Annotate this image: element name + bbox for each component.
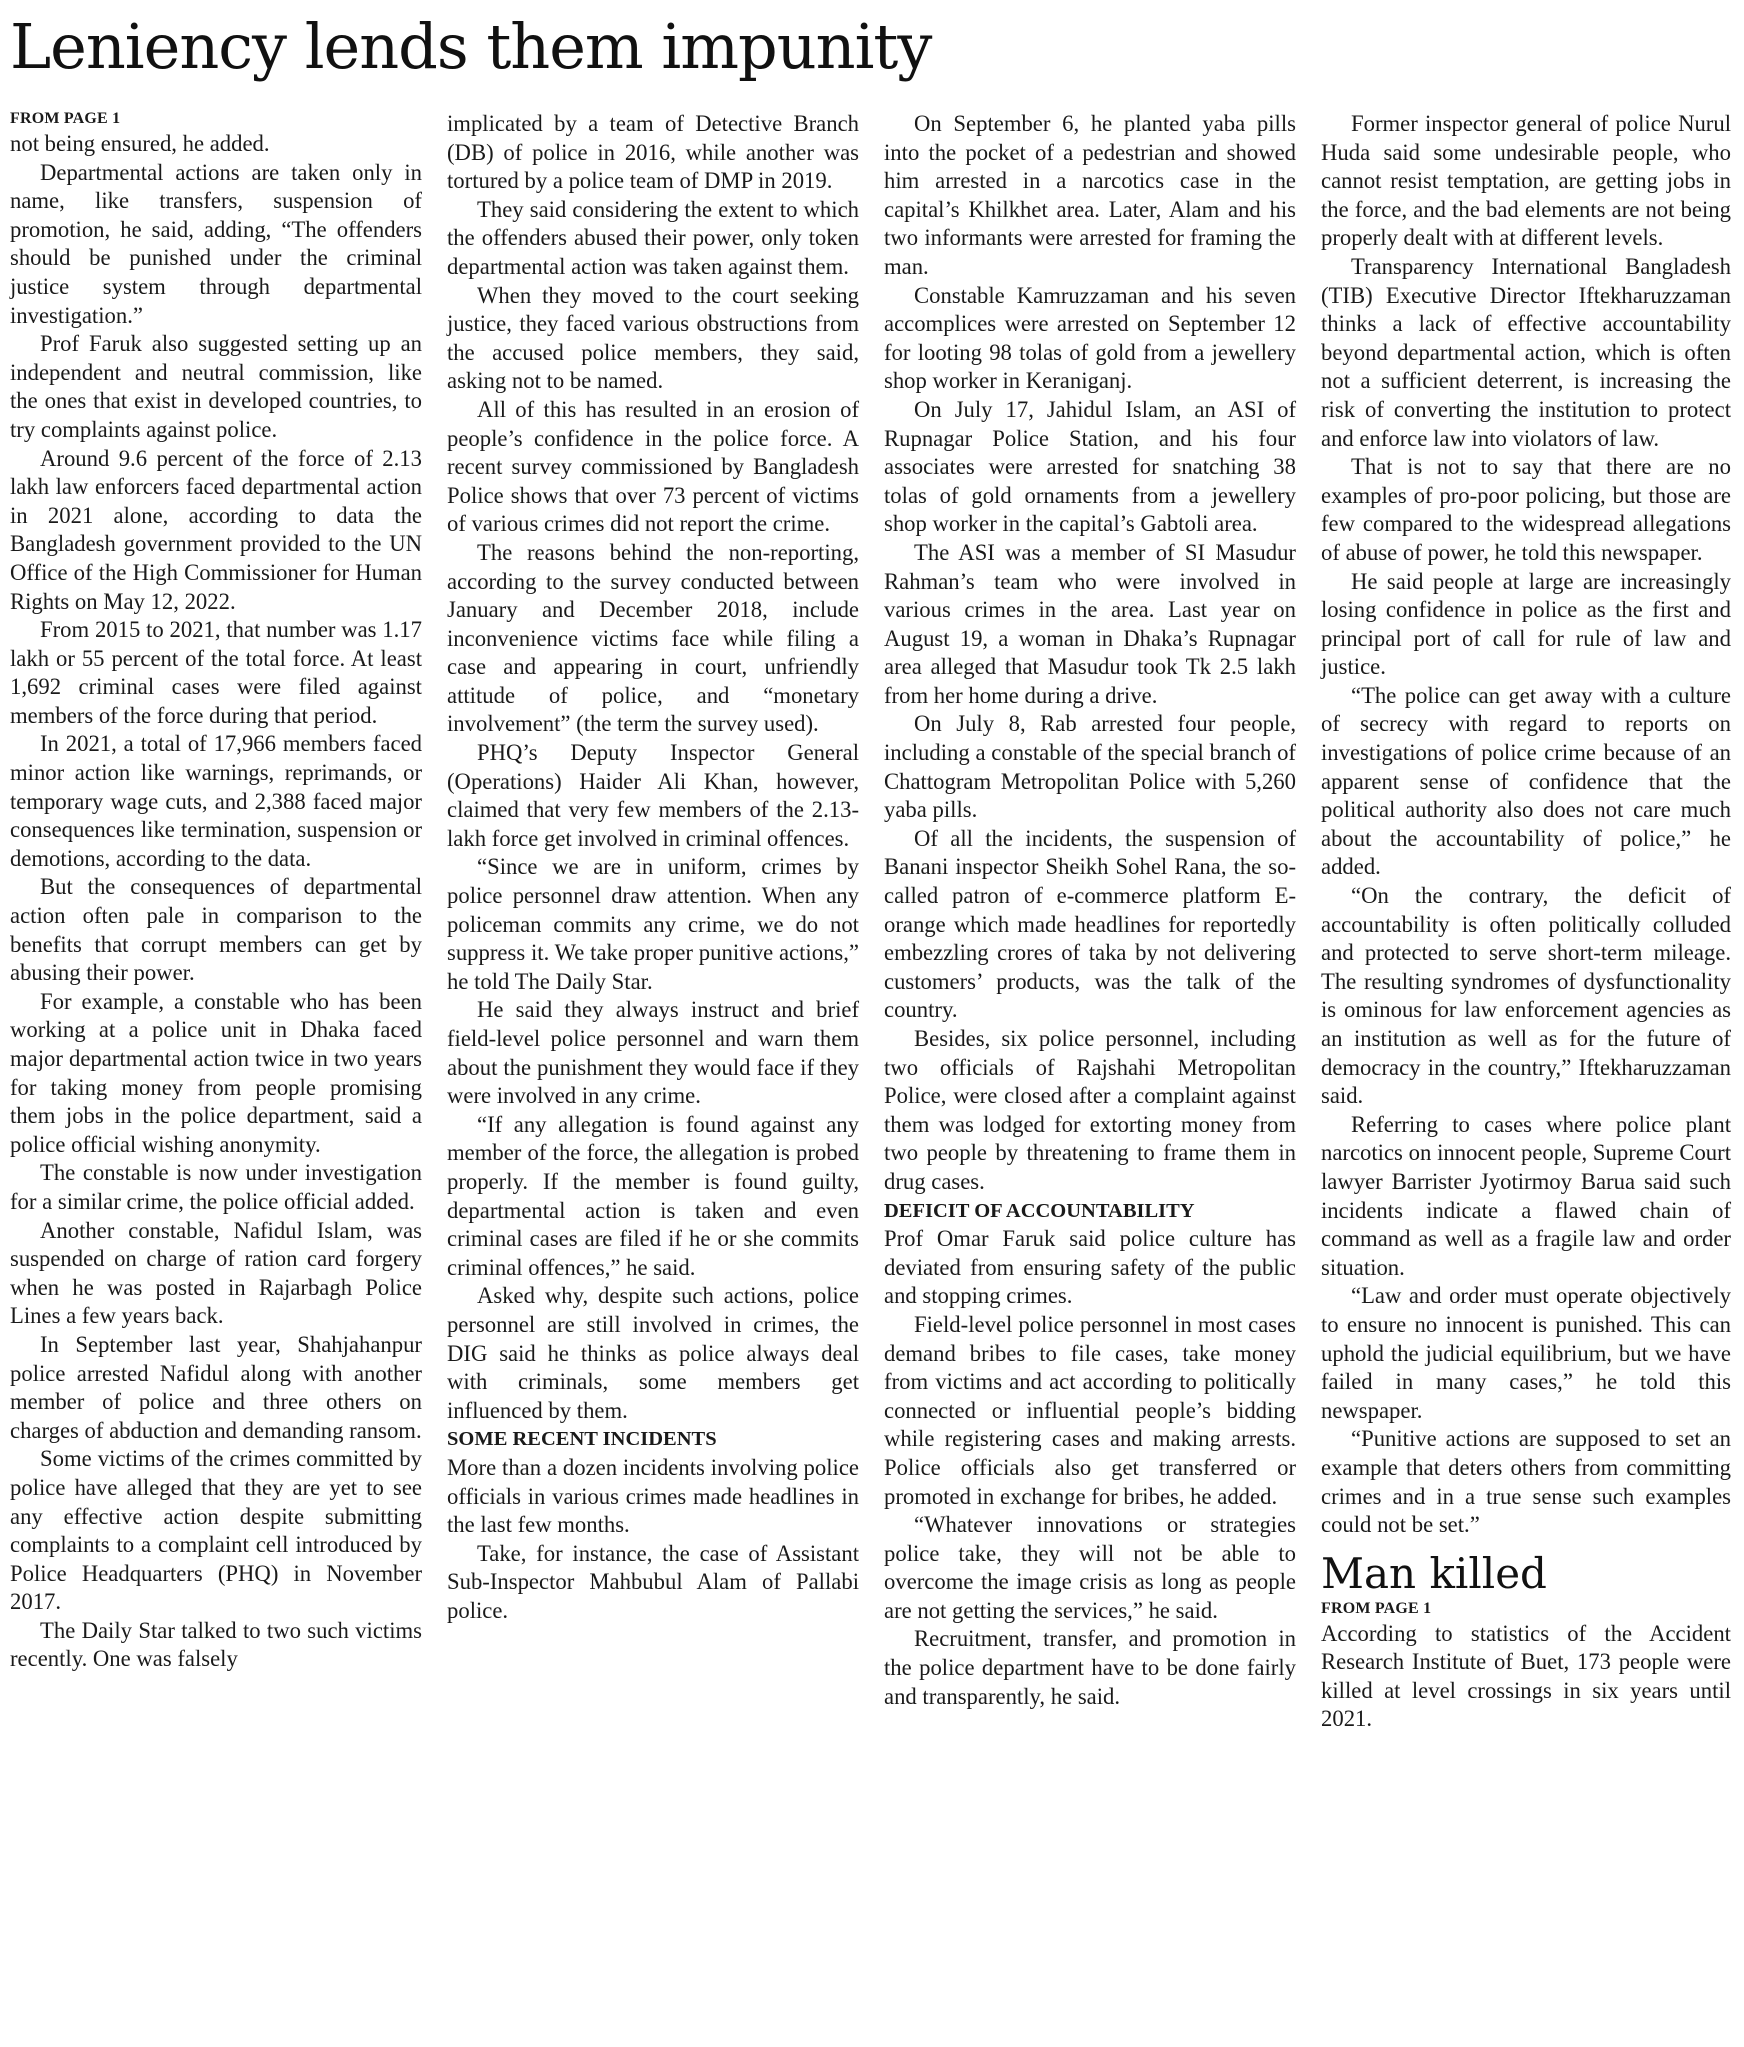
column-1 [10, 110, 422, 1674]
paragraph: Transparency International Bangladesh (TIB) Executive Director Iftekharuzzaman thinks a lack of effective accountability beyond departmental action, which is often not a sufficient deterrent, is increasing the risk of converting the institution to protect and enforce law into violators of law. [1321, 253, 1731, 451]
kicker: FROM PAGE 1 [10, 110, 121, 127]
paragraph: not being ensured, he added. [10, 131, 270, 156]
paragraph: Take, for instance, the case of Assistant Sub-Inspector Mahbubul Alam of Pallabi police. [447, 1540, 859, 1623]
paragraph: In 2021, a total of 17,966 members faced minor action like warnings, reprimands, or temporary wage cuts, and 2,388 faced major consequences like termination, suspension or demotions, according to the data. [10, 731, 422, 871]
paragraph: Field-level police personnel in most cases demand bribes to file cases, take money from victims and act according to politically connected or influential people’s bidding while registering cases and making arrests. Police officials also get transferred or promoted in exchange for bribes, he added. [884, 1311, 1296, 1509]
paragraph: On July 8, Rab arrested four people, including a constable of the special branch of Chattogram Metropolitan Police with 5,260 yaba pills. [884, 711, 1296, 823]
paragraph: On September 6, he planted yaba pills into the pocket of a pedestrian and showed him arrested in a narcotics case in the capital’s Khilkhet area. Later, Alam and his two informants were arrested for framing the man. [884, 111, 1296, 279]
paragraph: Constable Kamruzzaman and his seven accomplices were arrested on September 12 for looting 98 tolas of gold from a jewellery shop worker in Keraniganj. [884, 282, 1296, 394]
paragraph: Some victims of the crimes committed by police have alleged that they are yet to see any effective action despite submitting complaints to a complaint cell introduced by Police Headquarters (PHQ) in November 2017. [10, 1446, 422, 1615]
paragraph: “Law and order must operate objectively to ensure no innocent is punished. This can uphold the judicial equilibrium, but we have failed in many cases,” he told this newspaper. [1321, 1283, 1731, 1423]
paragraph: “The police can get away with a culture of secrecy with regard to reports on investigations of police crime because of an apparent sense of confidence that the political authority also does not care much about the accountability of police,” he added. [1321, 682, 1731, 880]
paragraph: The Daily Star talked to two such victims recently. One was falsely [10, 1617, 422, 1672]
column-2 [447, 110, 859, 1625]
paragraph: implicated by a team of Detective Branch (DB) of police in 2016, while another was tortured by a police team of DMP in 2019. [447, 111, 859, 194]
paragraph: “Whatever innovations or strategies police take, they will not be able to overcome the image crisis as long as people are not getting the services,” he said. [884, 1512, 1296, 1623]
paragraph: All of this has resulted in an erosion of people’s confidence in the police force. A recent survey commissioned by Bangladesh Police shows that over 73 percent of victims of various crimes did not report the crime. [447, 396, 859, 537]
paragraph: Of all the incidents, the suspension of Banani inspector Sheikh Sohel Rana, the so-called patron of e-commerce platform E-orange which made headlines for reportedly embezzling crores of taka by not delivering customers’ products, was the talk of the country. [884, 825, 1296, 1023]
paragraph: Referring to cases where police plant narcotics on innocent people, Supreme Court lawyer Barrister Jyotirmoy Barua said such incidents indicate a flawed chain of command as well as a fragile law and order situation. [1321, 1111, 1731, 1280]
second-story-paragraph: According to statistics of the Accident Research Institute of Buet, 173 people were killed at level crossings in six years until 2021. [1321, 1620, 1731, 1732]
paragraph: When they moved to the court seeking justice, they faced various obstructions from the accused police members, they said, asking not to be named. [447, 282, 859, 394]
second-story-headline: Man killed [1321, 1548, 1547, 1598]
paragraph: PHQ’s Deputy Inspector General (Operations) Haider Ali Khan, however, claimed that very few members of the 2.13-lakh force get involved in criminal offences. [447, 740, 859, 851]
paragraph: On July 17, Jahidul Islam, an ASI of Rupnagar Police Station, and his four associates were arrested for snatching 38 tolas of gold ornaments from a jewellery shop worker in the capital’s Gabtoli area. [884, 396, 1296, 537]
paragraph: Besides, six police personnel, including two officials of Rajshahi Metropolitan Police, were closed after a complaint against them was lodged for extorting money from two people by threatening to frame them in drug cases. [884, 1026, 1296, 1194]
paragraph: From 2015 to 2021, that number was 1.17 lakh or 55 percent of the total force. At least 1,692 criminal cases were filed against members of the force during that period. [10, 617, 422, 728]
paragraph: The reasons behind the non-reporting, according to the survey conducted between January and December 2018, include inconvenience victims face while filing a case and appearing in court, unfriendly attitude of police, and “monetary involvement” (the term the survey used). [447, 539, 859, 737]
paragraph: He said they always instruct and brief field-level police personnel and warn them about the punishment they would face if they were involved in any crime. [447, 997, 859, 1109]
column-4 [1321, 110, 1731, 1734]
paragraph: “Punitive actions are supposed to set an example that deters others from committing crimes and in a true sense such examples could not be set.” [1321, 1426, 1731, 1538]
paragraph: Asked why, despite such actions, police personnel are still involved in crimes, the DIG said he thinks as police always deal with criminals, some members get influenced by them. [447, 1283, 859, 1423]
paragraph: More than a dozen incidents involving police officials in various crimes made headlines in the last few months. [447, 1454, 859, 1538]
page-headline: Leniency lends them impunity [10, 10, 932, 83]
paragraph: Recruitment, transfer, and promotion in the police department have to be done fairly and transparently, he said. [884, 1626, 1296, 1709]
paragraph: In September last year, Shahjahanpur police arrested Nafidul along with another member of police and three others on charges of abduction and demanding ransom. [10, 1331, 422, 1443]
paragraph: Another constable, Nafidul Islam, was suspended on charge of ration card forgery when he was posted in Rajarbagh Police Lines a few years back. [10, 1217, 422, 1329]
second-story-kicker: FROM PAGE 1 [1321, 1599, 1432, 1617]
paragraph: Prof Omar Faruk said police culture has deviated from ensuring safety of the public and stopping crimes. [884, 1226, 1296, 1309]
paragraph: That is not to say that there are no examples of pro-poor policing, but those are few compared to the widespread allegations of abuse of power, he told this newspaper. [1321, 454, 1731, 565]
paragraph: Prof Faruk also suggested setting up an independent and neutral commission, like the ones that exist in developed countries, to try complaints against police. [10, 331, 422, 442]
paragraph: “On the contrary, the deficit of accountability is often politically colluded and protected to serve short-term mileage. The resulting syndromes of dysfunctionality is ominous for law enforcement agencies as an institution as well as for the future of democracy in the country,” Iftekharuzzaman said. [1321, 883, 1731, 1109]
paragraph: They said considering the extent to which the offenders abused their power, only token departmental action was taken against them. [447, 196, 859, 279]
column-3 [884, 110, 1296, 1711]
paragraph: Around 9.6 percent of the force of 2.13 lakh law enforcers faced departmental action in 2021 alone, according to data the Bangladesh government provided to the UN Office of the High Commissioner for Human Rights on May 12, 2022. [10, 445, 422, 614]
paragraph: But the consequences of departmental action often pale in comparison to the benefits that corrupt members can get by abusing their power. [10, 874, 422, 986]
section-subhead: SOME RECENT INCIDENTS [447, 1428, 717, 1451]
paragraph: Departmental actions are taken only in name, like transfers, suspension of promotion, he said, adding, “The offenders should be punished under the criminal justice system through departmental investigation.” [10, 159, 422, 328]
section-subhead: DEFICIT OF ACCOUNTABILITY [884, 1199, 1195, 1222]
paragraph: He said people at large are increasingly losing confidence in police as the first and principal port of call for rule of law and justice. [1321, 568, 1731, 680]
paragraph: Former inspector general of police Nurul Huda said some undesirable people, who cannot resist temptation, are getting jobs in the force, and the bad elements are not being properly dealt with at different levels. [1321, 111, 1731, 251]
paragraph: The constable is now under investigation for a similar crime, the police official added. [10, 1160, 422, 1214]
paragraph: “Since we are in uniform, crimes by police personnel draw attention. When any policeman commits any crime, we do not suppress it. We take proper punitive actions,” he told The Daily Star. [447, 854, 859, 994]
paragraph: The ASI was a member of SI Masudur Rahman’s team who were involved in various crimes in the area. Last year on August 19, a woman in Dhaka’s Rupnagar area alleged that Masudur took Tk 2.5 lakh from her home during a drive. [884, 539, 1296, 708]
paragraph: “If any allegation is found against any member of the force, the allegation is probed properly. If the member is found guilty, departmental action is taken and even criminal cases are filed if he or she commits criminal offences,” he said. [447, 1111, 859, 1280]
paragraph: For example, a constable who has been working at a police unit in Dhaka faced major departmental action twice in two years for taking money from people promising them jobs in the police department, said a police official wishing anonymity. [10, 988, 422, 1157]
